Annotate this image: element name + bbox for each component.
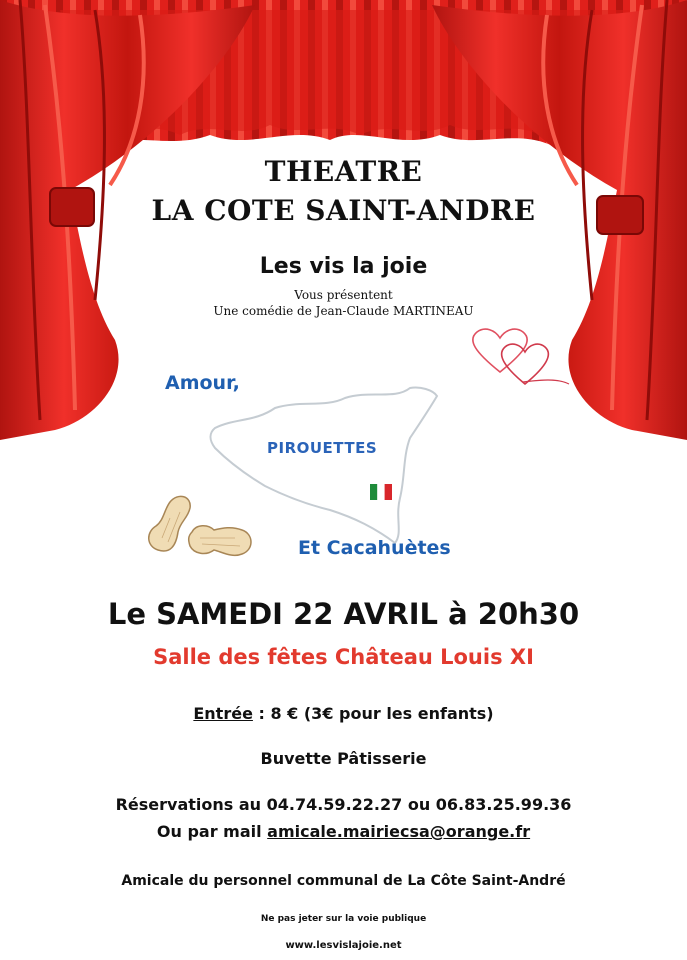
event-venue: Salle des fêtes Château Louis XI bbox=[153, 645, 534, 669]
website-link[interactable]: www.lesvislajoie.net bbox=[285, 940, 402, 951]
play-title-cacahuetes: Et Cacahuètes bbox=[298, 537, 451, 559]
mail-prefix: Ou par mail bbox=[156, 822, 268, 841]
troupe-name: Les vis la joie bbox=[259, 254, 428, 279]
comedy-author-line: Une comédie de Jean-Claude MARTINEAU bbox=[213, 304, 474, 318]
event-date: Le SAMEDI 22 AVRIL à 20h30 bbox=[107, 597, 580, 631]
organizer-line: Amicale du personnel communal de La Côte Saint-André bbox=[121, 873, 566, 889]
mail-address-link[interactable]: amicale.mairiecsa@orange.fr bbox=[267, 822, 531, 841]
mail-line bbox=[0, 822, 687, 841]
play-title-amour: Amour, bbox=[165, 372, 240, 394]
presents-line: Vous présentent bbox=[294, 288, 393, 302]
entry-value: : 8 € (3€ pour les enfants) bbox=[252, 704, 494, 723]
play-title-pirouettes: PIROUETTES bbox=[267, 439, 378, 457]
title-town: LA COTE SAINT-ANDRE bbox=[151, 194, 536, 227]
disposal-notice: Ne pas jeter sur la voie publique bbox=[260, 914, 427, 924]
entry-label: Entrée bbox=[193, 704, 253, 723]
hearts-icon bbox=[465, 322, 575, 392]
reservations-line: Réservations au 04.74.59.22.27 ou 06.83.25.99.36 bbox=[115, 795, 572, 814]
italian-flag-icon bbox=[370, 484, 392, 500]
title-theatre: THEATRE bbox=[264, 155, 423, 188]
peanuts-icon bbox=[140, 488, 265, 563]
buvette-line: Buvette Pâtisserie bbox=[260, 749, 427, 768]
entry-price bbox=[0, 704, 687, 723]
